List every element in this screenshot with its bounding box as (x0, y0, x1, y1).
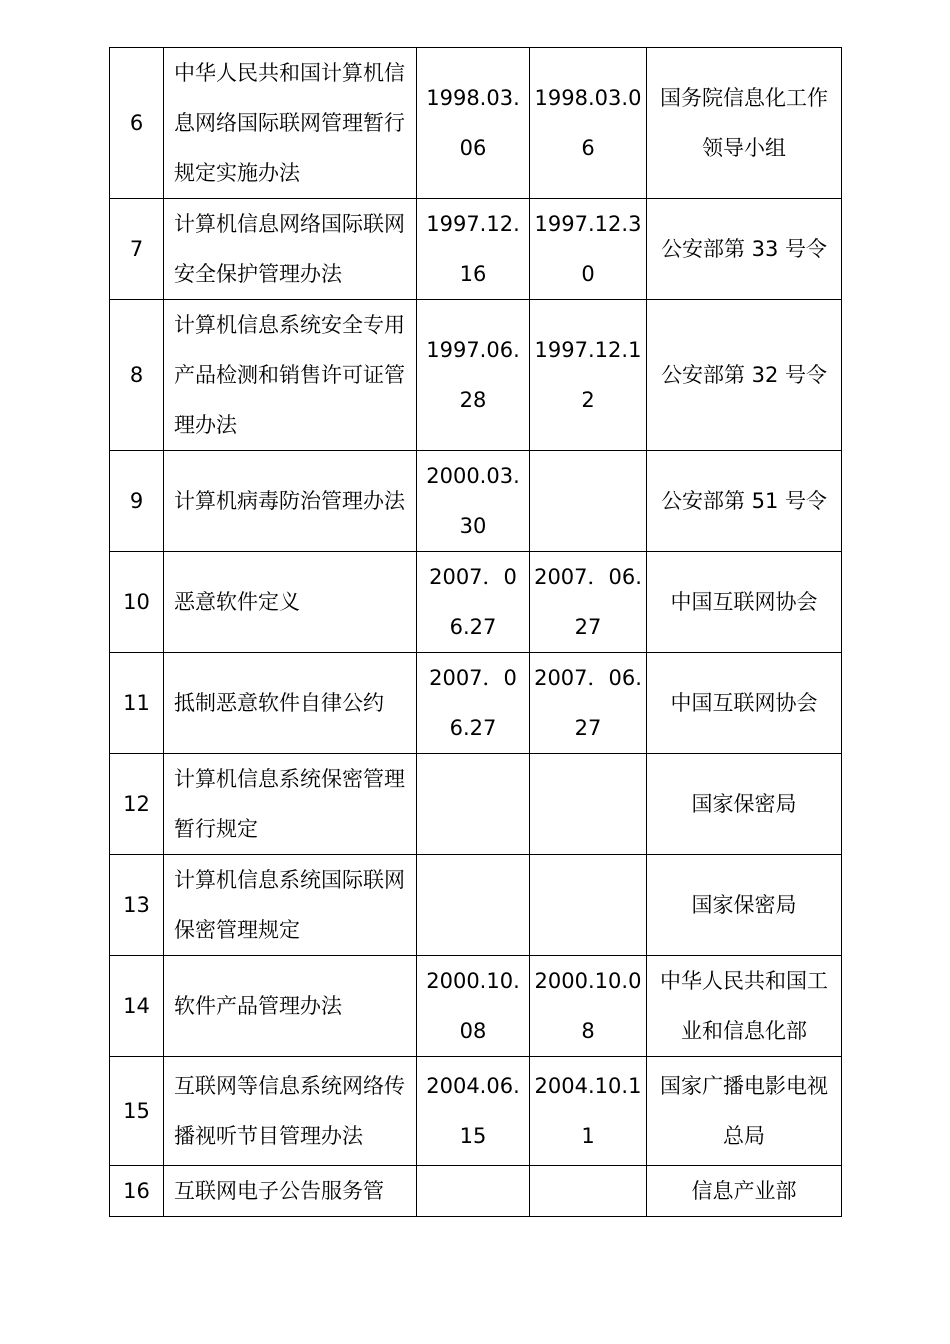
issue-date: 1997.06.28 (417, 300, 530, 451)
issue-date: 2007．06.27 (417, 552, 530, 653)
issuing-body: 中国互联网协会 (647, 653, 842, 754)
issue-date (417, 1166, 530, 1217)
effective-date (530, 754, 647, 855)
issuing-body: 公安部第 51 号令 (647, 451, 842, 552)
issuing-body: 公安部第 33 号令 (647, 199, 842, 300)
regulation-name: 计算机信息系统安全专用产品检测和销售许可证管理办法 (164, 300, 417, 451)
row-number: 16 (110, 1166, 164, 1217)
issue-date: 2007．06.27 (417, 653, 530, 754)
row-number: 9 (110, 451, 164, 552)
table-row (110, 956, 842, 1057)
table-row (110, 300, 842, 451)
row-number: 11 (110, 653, 164, 754)
regulation-name: 互联网电子公告服务管 (164, 1166, 417, 1217)
effective-date: 1998.03.06 (530, 48, 647, 199)
issuing-body: 公安部第 32 号令 (647, 300, 842, 451)
row-number: 15 (110, 1057, 164, 1166)
issuing-body: 国务院信息化工作领导小组 (647, 48, 842, 199)
regulation-name: 中华人民共和国计算机信息网络国际联网管理暂行规定实施办法 (164, 48, 417, 199)
issuing-body: 中国互联网协会 (647, 552, 842, 653)
regulation-name: 抵制恶意软件自律公约 (164, 653, 417, 754)
regulation-name: 互联网等信息系统网络传播视听节目管理办法 (164, 1057, 417, 1166)
effective-date (530, 855, 647, 956)
effective-date: 2007．06.27 (530, 653, 647, 754)
row-number: 8 (110, 300, 164, 451)
table-row (110, 199, 842, 300)
regulation-name: 软件产品管理办法 (164, 956, 417, 1057)
effective-date (530, 451, 647, 552)
regulation-name: 计算机信息系统保密管理暂行规定 (164, 754, 417, 855)
row-number: 13 (110, 855, 164, 956)
issuing-body: 国家保密局 (647, 754, 842, 855)
row-number: 14 (110, 956, 164, 1057)
effective-date: 2000.10.08 (530, 956, 647, 1057)
table-row (110, 653, 842, 754)
issuing-body: 国家保密局 (647, 855, 842, 956)
table-row (110, 48, 842, 199)
issue-date: 1998.03.06 (417, 48, 530, 199)
effective-date: 2007．06.27 (530, 552, 647, 653)
issue-date: 1997.12.16 (417, 199, 530, 300)
issue-date (417, 855, 530, 956)
table-row (110, 1166, 842, 1217)
table-row (110, 754, 842, 855)
row-number: 7 (110, 199, 164, 300)
regulation-name: 恶意软件定义 (164, 552, 417, 653)
regulations-table (109, 47, 842, 1217)
regulation-name: 计算机信息系统国际联网保密管理规定 (164, 855, 417, 956)
table-row (110, 552, 842, 653)
regulation-name: 计算机病毒防治管理办法 (164, 451, 417, 552)
effective-date (530, 1166, 647, 1217)
table-row (110, 451, 842, 552)
issue-date (417, 754, 530, 855)
issuing-body: 国家广播电影电视总局 (647, 1057, 842, 1166)
row-number: 10 (110, 552, 164, 653)
issue-date: 2000.10.08 (417, 956, 530, 1057)
issue-date: 2004.06.15 (417, 1057, 530, 1166)
issue-date: 2000.03.30 (417, 451, 530, 552)
table-row (110, 855, 842, 956)
table-row (110, 1057, 842, 1166)
issuing-body: 信息产业部 (647, 1166, 842, 1217)
effective-date: 1997.12.12 (530, 300, 647, 451)
effective-date: 2004.10.11 (530, 1057, 647, 1166)
row-number: 12 (110, 754, 164, 855)
effective-date: 1997.12.30 (530, 199, 647, 300)
issuing-body: 中华人民共和国工业和信息化部 (647, 956, 842, 1057)
regulation-name: 计算机信息网络国际联网安全保护管理办法 (164, 199, 417, 300)
row-number: 6 (110, 48, 164, 199)
